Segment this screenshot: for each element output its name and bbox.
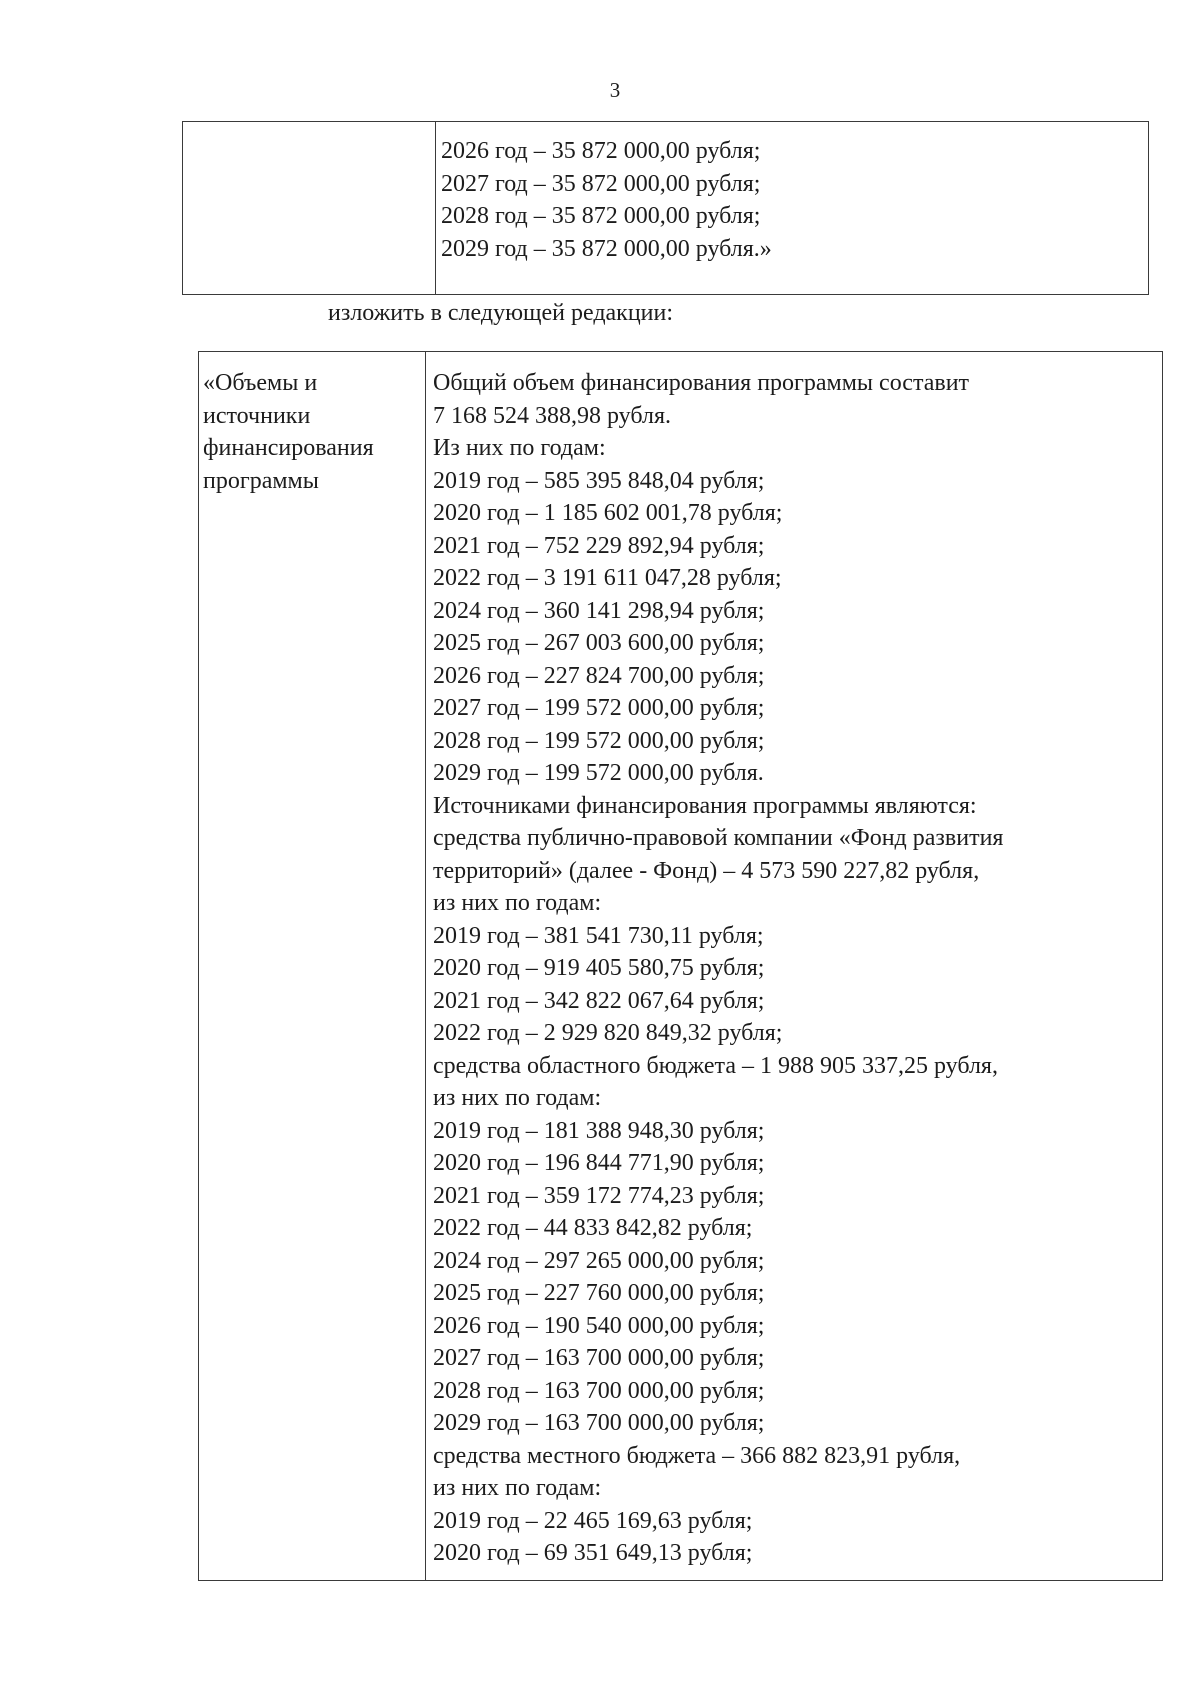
table-line: Источниками финансирования программы являются: <box>433 792 977 819</box>
label-line: финансирования <box>203 435 374 461</box>
table-line: 2026 год – 35 872 000,00 рубля; <box>441 138 761 164</box>
table-line: 2022 год – 2 929 820 849,32 рубля; <box>433 1020 783 1046</box>
financing-table <box>198 351 1163 1581</box>
table-line: 2028 год – 199 572 000,00 рубля; <box>433 727 765 754</box>
previous-table-fragment <box>182 121 1149 295</box>
table-line: 2019 год – 181 388 948,30 рубля; <box>433 1117 765 1144</box>
table-line: 2026 год – 190 540 000,00 рубля; <box>433 1312 765 1339</box>
table-line: 2024 год – 360 141 298,94 рубля; <box>433 597 765 624</box>
table-line: 2027 год – 35 872 000,00 рубля; <box>441 170 761 197</box>
table-line: 2022 год – 3 191 611 047,28 рубля; <box>433 565 782 591</box>
table-line: 2028 год – 35 872 000,00 рубля; <box>441 203 761 229</box>
financing-label-cell <box>199 352 426 1580</box>
table-line: 2021 год – 342 822 067,64 рубля; <box>433 987 765 1014</box>
table-line: Общий объем финансирования программы составит <box>433 370 970 396</box>
financing-label <box>203 367 423 497</box>
table-line: 7 168 524 388,98 рубля. <box>433 402 671 429</box>
table-line: 2019 год – 585 395 848,04 рубля; <box>433 467 765 494</box>
table-line: Из них по годам: <box>433 435 606 461</box>
table-line: 2027 год – 199 572 000,00 рубля; <box>433 695 765 721</box>
table-line: средства областного бюджета – 1 988 905 337,25 рубля, <box>433 1052 998 1079</box>
table-line: 2021 год – 752 229 892,94 рубля; <box>433 532 765 559</box>
table-line: из них по годам: <box>433 890 602 916</box>
table-line: 2029 год – 163 700 000,00 рубля; <box>433 1410 765 1436</box>
table-line: 2020 год – 196 844 771,90 рубля; <box>433 1150 765 1176</box>
label-line: источники <box>203 402 311 429</box>
label-line: «Объемы и <box>203 370 318 396</box>
table-line: 2025 год – 227 760 000,00 рубля; <box>433 1280 765 1306</box>
table-line: 2029 год – 199 572 000,00 рубля. <box>433 760 764 786</box>
table-line: 2019 год – 381 541 730,11 рубля; <box>433 922 764 949</box>
table-line: 2020 год – 919 405 580,75 рубля; <box>433 955 765 981</box>
table-top-empty-cell <box>183 122 436 294</box>
table-line: 2020 год – 1 185 602 001,78 рубля; <box>433 500 783 526</box>
label-line: программы <box>203 467 319 494</box>
table-line: средства местного бюджета – 366 882 823,91 рубля, <box>433 1442 961 1469</box>
table-line: 2022 год – 44 833 842,82 рубля; <box>433 1215 753 1241</box>
table-line: территорий» (далее - Фонд) – 4 573 590 227,82 рубля, <box>433 857 980 884</box>
table-line: из них по годам: <box>433 1085 602 1111</box>
table-line: средства публично-правовой компании «Фонд развития <box>433 825 1004 851</box>
table-line: 2024 год – 297 265 000,00 рубля; <box>433 1247 765 1274</box>
table-line: 2025 год – 267 003 600,00 рубля; <box>433 630 765 656</box>
page-number: 3 <box>609 78 621 102</box>
table-line: 2019 год – 22 465 169,63 рубля; <box>433 1507 753 1534</box>
table-line: 2026 год – 227 824 700,00 рубля; <box>433 662 765 689</box>
financing-values-cell <box>426 367 1158 1570</box>
table-line: 2028 год – 163 700 000,00 рубля; <box>433 1377 765 1404</box>
table-top-values-cell <box>441 135 1140 265</box>
table-line: 2029 год – 35 872 000,00 рубля.» <box>441 235 772 262</box>
table-line: 2027 год – 163 700 000,00 рубля; <box>433 1345 765 1371</box>
intro-text: изложить в следующей редакции: <box>328 300 674 326</box>
table-line: из них по годам: <box>433 1475 602 1501</box>
table-line: 2021 год – 359 172 774,23 рубля; <box>433 1182 765 1209</box>
table-line: 2020 год – 69 351 649,13 рубля; <box>433 1540 753 1566</box>
